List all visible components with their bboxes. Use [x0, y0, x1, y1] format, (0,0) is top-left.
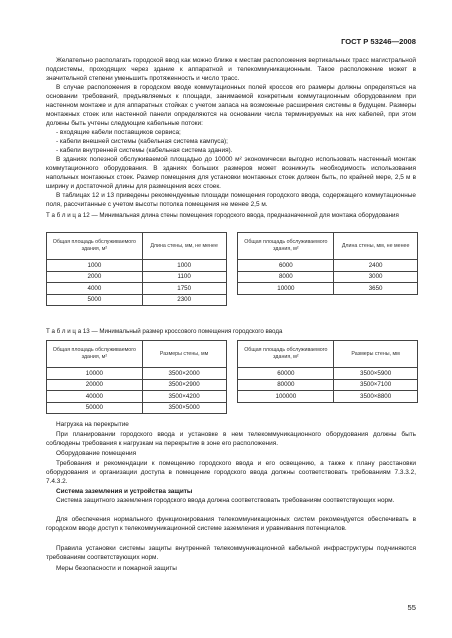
table13-cell: 3500×8800 [334, 391, 418, 403]
table13-caption-text: — Минимальный размер кроссового помещения городского ввода [89, 328, 283, 335]
paragraph: В зданиях полезной обслуживаемой площадью до 10000 м² экономически выгодно использовать настенный монтаж коммутационного оборудования. В зданиях больших размеров может возникнуть необходимость использования напольных монтажных стоек. Размер помещения для установки монтажных стоек должен быть, по крайней мере, 2,5 м в ширину и достаточной длины для размещения всех стоек. [46, 156, 416, 190]
section-heading: Система заземления и устройства защиты [56, 488, 193, 495]
table13-caption-label: Т а б л и ц а 13 [46, 328, 90, 335]
paragraph: Нагрузка на перекрытие [56, 421, 129, 428]
table13-cell: 100000 [238, 391, 334, 403]
table13-caption [46, 328, 418, 337]
paragraph: При планировании городского ввода и установке в нем телекоммуникационного оборудования должны быть соблюдены требования к нагрузкам на перекрытие в зоне его расположения. [46, 431, 416, 447]
table13-cell: 20000 [47, 379, 143, 391]
table12-cell: 1750 [142, 283, 226, 295]
table12-cell: 2000 [47, 271, 143, 283]
table12-header-length2: Длина стены, мм, не менее [334, 233, 418, 260]
table13-cell: 50000 [47, 402, 143, 414]
table12-cell: 6000 [238, 260, 334, 272]
standard-code: ГОСТ Р 53246—2008 [341, 37, 416, 46]
table13-cell: 3500×2900 [142, 379, 226, 391]
table12-header-length1: Длина стены, мм, не менее [142, 233, 226, 260]
paragraph: Меры безопасности и пожарной защиты [56, 565, 177, 572]
paragraph: Для обеспечения нормального функционирования телекоммуникационных систем рекомендуется обеспечивать в городском вводе доступ к телекоммуникационной системе заземления и уравнивания потенциалов. [46, 516, 416, 532]
page-number: 55 [407, 603, 416, 612]
table13-cell: 40000 [47, 391, 143, 403]
paragraph: Оборудование помещения [56, 450, 137, 457]
table13-header-size1: Размеры стены, мм [142, 341, 226, 368]
table12-cell: 8000 [238, 271, 334, 283]
table13-cell: 3500×2000 [142, 368, 226, 380]
table13 [46, 340, 418, 414]
table13-cell: 3500×5000 [142, 402, 226, 414]
table13-cell: 3500×7100 [334, 379, 418, 391]
table12-cell: 3000 [334, 271, 418, 283]
table13-header-size2: Размеры стены, мм [334, 341, 418, 368]
table12-header-area2: Общая площадь обслуживаемого здания, м² [238, 233, 334, 260]
table13-header-area2: Общая площадь обслуживаемого здания, м² [238, 341, 334, 368]
paragraph: В таблицах 12 и 13 приведены рекомендуемые площади помещения городского ввода, содержащего коммутационные поля, рассчитанные с учетом высоты потолка помещения не менее 2,5 м. [46, 192, 416, 208]
list-item: - входящие кабели поставщиков сервиса; [56, 129, 181, 136]
table13-cell: 80000 [238, 379, 334, 391]
paragraph: Желательно располагать городской ввод как можно ближе к местам расположения вертикальных трасс магистральной подсистемы, проходящих через здание к аппаратной и телекоммуникационным. Такое расположение может в значительной степени уменьшить протяженность и число трасс. [46, 57, 416, 82]
table12-cell: 2400 [334, 260, 418, 272]
table12-caption [46, 212, 418, 221]
table12-cell: 3650 [334, 283, 418, 295]
table12-cell: 4000 [47, 283, 143, 295]
paragraph: Правила установки системы защиты внутренней телекоммуникационной кабельной инфраструктуры подчиняются требованиям соответствующих норм. [46, 545, 416, 561]
table12-caption-text: — Минимальная длина стены помещения городского ввода, предназначенной для монтажа оборудования [89, 212, 399, 219]
table13-cell: 60000 [238, 368, 334, 380]
table12-header-area1: Общая площадь обслуживаемого здания, м² [47, 233, 143, 260]
table12-cell: 2300 [142, 294, 226, 306]
list-item: - кабели внешней системы (кабельная система кампуса); [56, 138, 228, 145]
table13-cell: 3500×5900 [334, 368, 418, 380]
table12-cell: 5000 [47, 294, 143, 306]
list-item: - кабели внутренней системы (кабельная система здания). [56, 147, 233, 154]
paragraph: Система защитного заземления городского ввода должна соответствовать требованиям соответствующих норм. [56, 497, 395, 504]
table12-caption-label: Т а б л и ц а 12 [46, 212, 90, 219]
table13-cell: 10000 [47, 368, 143, 380]
table12-cell: 1000 [47, 260, 143, 272]
paragraph: Требования и рекомендации к помещению городского ввода и его освещению, а также к плану расстановки оборудования и организации доступа в помещение городского ввода должны соответствовать требованиям 7.3.3.2, 7.4.3.2. [46, 460, 416, 485]
table12-cell: 1000 [142, 260, 226, 272]
table12-cell: 10000 [238, 283, 334, 295]
paragraph: В случае расположения в городском вводе коммутационных полей кроссов его размеры должны определяться на основании требований, предъявляемых к площади, занимаемой конкретным коммутационным оборудованием при настенном монтаже и для аппаратных стойках с учетом запаса на возможные расширения системы в будущем. Размеры монтажных стоек или настенной панели определяются на основании числа терминируемых на них кабелей, при этом должны быть учтены следующие кабельные потоки: [46, 84, 416, 127]
table12 [46, 232, 418, 306]
table13-cell: 3500×4200 [142, 391, 226, 403]
table12-cell: 1100 [142, 271, 226, 283]
table13-header-area1: Общая площадь обслуживаемого здания, м² [47, 341, 143, 368]
